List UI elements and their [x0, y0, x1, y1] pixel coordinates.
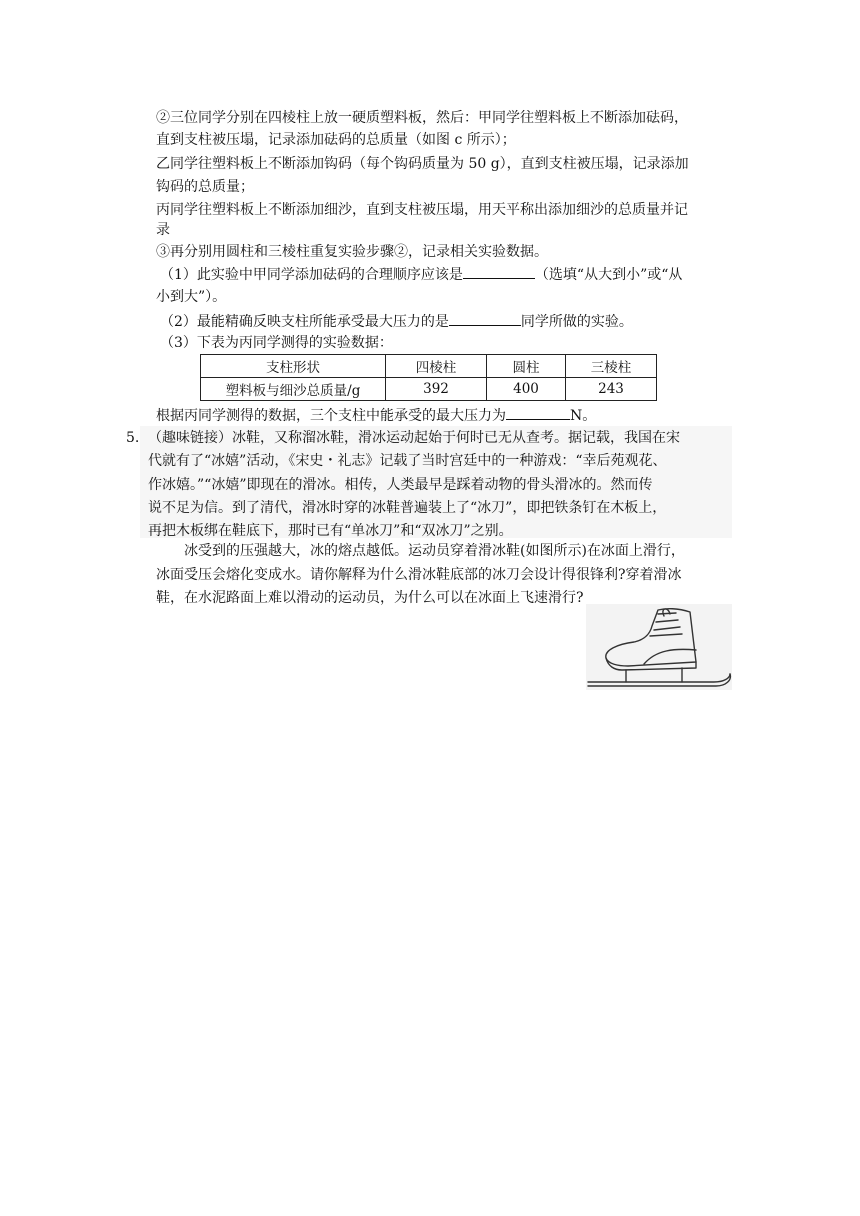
table-cell: 塑料板与细沙总质量/g: [201, 378, 386, 401]
question-2: [160, 311, 633, 332]
step2-line4: 钩码的总质量；: [156, 179, 254, 195]
table-header-cell: 圆柱: [487, 355, 566, 378]
q5-para2-line3: 鞋，在水泥路面上难以滑动的运动员，为什么可以在冰面上飞速滑行?: [156, 590, 584, 606]
question-1-text: （1）此实验中甲同学添加砝码的合理顺序应该是: [160, 267, 463, 283]
question-3-answer: [156, 405, 596, 426]
step2-line3: 乙同学往塑料板上不断添加钩码（每个钩码质量为 50 g），直到支柱被压塌，记录添加: [156, 156, 689, 172]
data-table: [200, 354, 657, 401]
table-cell: 243: [566, 378, 657, 401]
table-header-row: [201, 355, 657, 378]
question-2-tail: 同学所做的实验。: [520, 314, 633, 330]
q5-line1: （趣味链接）冰鞋，又称溜冰鞋，滑冰运动起始于何时已无从查考。据记载，我国在宋: [148, 430, 680, 446]
question-1: [160, 264, 682, 285]
step3-line: ③再分别用圆柱和三棱柱重复实验步骤②，记录相关实验数据。: [156, 244, 548, 260]
table-header-cell: 支柱形状: [201, 355, 386, 378]
question-3-unit: N。: [570, 408, 597, 424]
step2-line6: 录: [156, 222, 170, 238]
step2-line2: 直到支柱被压塌，记录添加砝码的总质量（如图 c 所示）；: [156, 132, 516, 148]
question-2-text: （2）最能精确反映支柱所能承受最大压力的是: [160, 314, 449, 330]
answer-blank-1[interactable]: [463, 264, 535, 279]
table-row: [201, 378, 657, 401]
ice-skate-icon: [586, 604, 732, 690]
table-header-cell: 三棱柱: [566, 355, 657, 378]
q5-line5: 再把木板绑在鞋底下，那时已有“单冰刀”和“双冰刀”之别。: [148, 523, 513, 539]
q5-line2: 代就有了“冰嬉”活动，《宋史・礼志》记载了当时宫廷中的一种游戏：“幸后苑观花、: [148, 453, 667, 469]
table-cell: 392: [386, 378, 487, 401]
answer-blank-3[interactable]: [506, 405, 570, 420]
question-3-answer-text: 根据丙同学测得的数据，三个支柱中能承受的最大压力为: [156, 408, 506, 424]
question-1-cont: 小到大”）。: [156, 289, 227, 305]
question-3: （3）下表为丙同学测得的实验数据：: [160, 335, 393, 351]
step2-line5: 丙同学往塑料板上不断添加细沙，直到支柱被压塌，用天平称出添加细沙的总质量并记: [156, 202, 688, 218]
table-header-cell: 四棱柱: [386, 355, 487, 378]
answer-blank-2[interactable]: [449, 311, 521, 326]
question-5-number: 5.: [126, 430, 140, 446]
q5-line4: 说不足为信。到了清代，滑冰时穿的冰鞋普遍装上了“冰刀”，即把铁条钉在木板上，: [148, 500, 667, 516]
step2-line1: ②三位同学分别在四棱柱上放一硬质塑料板，然后：甲同学往塑料板上不断添加砝码，: [156, 110, 688, 126]
question-1-options: （选填“从大到小”或“从: [534, 267, 683, 283]
q5-line3: 作冰嬉。”“冰嬉”即现在的滑冰。相传，人类最早是踩着动物的骨头滑冰的。然而传: [148, 477, 653, 493]
q5-para2-line2: 冰面受压会熔化变成水。请你解释为什么滑冰鞋底部的冰刀会设计得很锋利?穿着滑冰: [156, 567, 682, 583]
q5-para2-line1: 冰受到的压强越大，冰的熔点越低。运动员穿着滑冰鞋(如图所示)在冰面上滑行，: [184, 543, 685, 559]
table-cell: 400: [487, 378, 566, 401]
